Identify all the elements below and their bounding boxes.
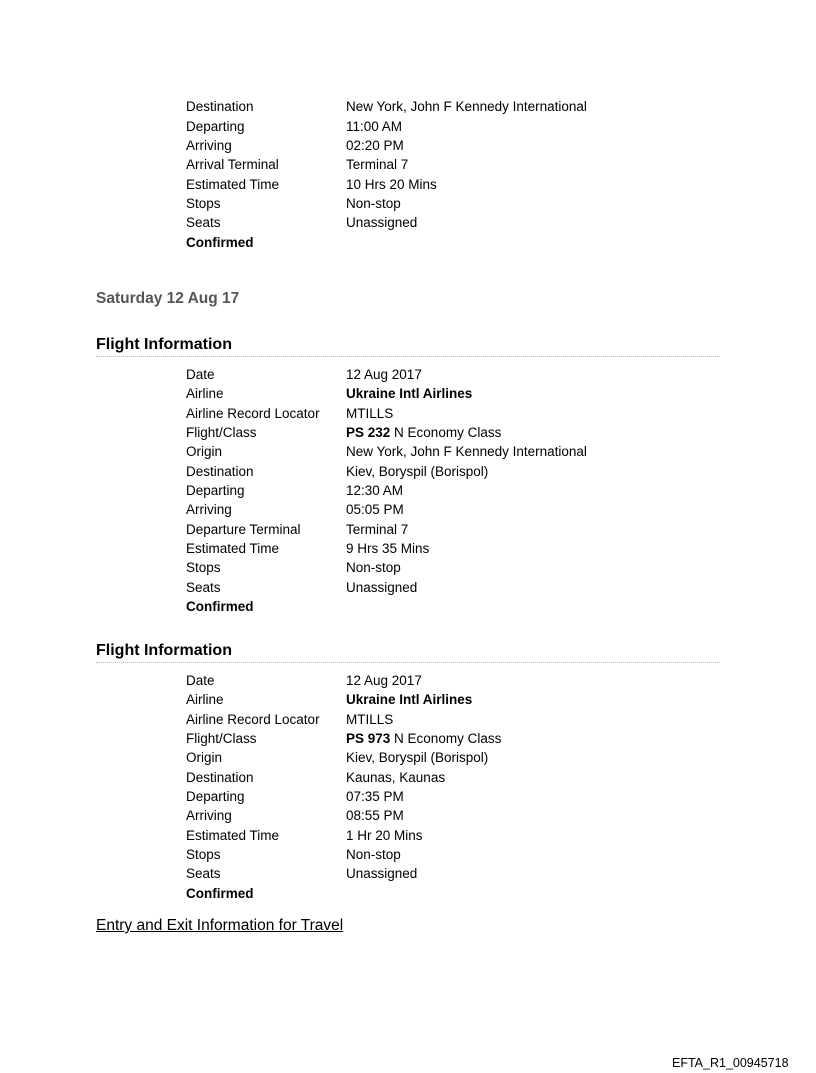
flight-number: PS 973 [346, 731, 391, 746]
detail-label: Flight/Class [186, 425, 257, 440]
detail-value: 07:35 PM [346, 789, 404, 804]
flight-class-value [346, 730, 501, 747]
detail-label: Stops [186, 196, 221, 211]
detail-label: Airline Record Locator [186, 712, 320, 727]
detail-value: 12:30 AM [346, 483, 404, 498]
detail-label: Stops [186, 560, 221, 575]
detail-value: 9 Hrs 35 Mins [346, 541, 430, 556]
flight-information-heading: Flight Information [96, 642, 720, 663]
detail-value: Kiev, Boryspil (Borispol) [346, 464, 489, 479]
detail-value: Kaunas, Kaunas [346, 770, 446, 785]
detail-value: Kiev, Boryspil (Borispol) [346, 750, 489, 765]
flight-number: PS 232 [346, 425, 391, 440]
detail-label: Departing [186, 483, 245, 498]
detail-label: Seats [186, 866, 221, 881]
detail-value: Terminal 7 [346, 157, 409, 172]
detail-value: Terminal 7 [346, 522, 409, 537]
detail-label: Seats [186, 215, 221, 230]
detail-label: Arriving [186, 502, 232, 517]
detail-value: 11:00 AM [346, 119, 403, 134]
entry-exit-info-link[interactable]: Entry and Exit Information for Travel [96, 917, 344, 934]
detail-value: Unassigned [346, 866, 418, 881]
detail-label: Airline [186, 386, 224, 401]
detail-label: Departure Terminal [186, 522, 301, 537]
cabin-class: N Economy Class [390, 731, 502, 746]
detail-label: Departing [186, 789, 245, 804]
detail-value: 12 Aug 2017 [346, 673, 422, 688]
detail-value: 1 Hr 20 Mins [346, 828, 423, 843]
document-id: EFTA_R1_00945718 [672, 1056, 789, 1070]
flight-class-value [346, 424, 501, 441]
detail-value: 08:55 PM [346, 808, 404, 823]
status-label: Confirmed [186, 886, 254, 901]
day-heading: Saturday 12 Aug 17 [96, 290, 240, 307]
detail-value: MTILLS [346, 406, 394, 421]
detail-label: Seats [186, 580, 221, 595]
detail-label: Departing [186, 119, 245, 134]
detail-value: New York, John F Kennedy International [346, 444, 587, 459]
detail-label: Origin [186, 444, 223, 459]
detail-value: 05:05 PM [346, 502, 404, 517]
detail-label: Date [186, 367, 215, 382]
detail-value: Non-stop [346, 847, 401, 862]
status-label: Confirmed [186, 235, 254, 250]
cabin-class: N Economy Class [390, 425, 502, 440]
detail-value: 02:20 PM [346, 138, 404, 153]
detail-label: Airline [186, 692, 224, 707]
detail-label: Arriving [186, 808, 232, 823]
detail-value: Non-stop [346, 560, 401, 575]
detail-label: Flight/Class [186, 731, 257, 746]
airline-name: Ukraine Intl Airlines [346, 692, 473, 707]
detail-label: Estimated Time [186, 828, 280, 843]
detail-label: Destination [186, 770, 254, 785]
airline-name: Ukraine Intl Airlines [346, 386, 473, 401]
detail-label: Arriving [186, 138, 232, 153]
detail-value: Non-stop [346, 196, 401, 211]
detail-value: 12 Aug 2017 [346, 367, 422, 382]
detail-label: Destination [186, 464, 254, 479]
detail-label: Stops [186, 847, 221, 862]
detail-label: Airline Record Locator [186, 406, 320, 421]
detail-value: Unassigned [346, 215, 418, 230]
flight-information-heading: Flight Information [96, 336, 720, 357]
detail-value: New York, John F Kennedy International [346, 99, 587, 114]
status-label: Confirmed [186, 599, 254, 614]
detail-label: Estimated Time [186, 541, 280, 556]
detail-label: Date [186, 673, 215, 688]
detail-value: 10 Hrs 20 Mins [346, 177, 437, 192]
detail-label: Estimated Time [186, 177, 280, 192]
detail-label: Origin [186, 750, 223, 765]
detail-value: Unassigned [346, 580, 418, 595]
detail-label: Arrival Terminal [186, 157, 279, 172]
detail-value: MTILLS [346, 712, 394, 727]
detail-label: Destination [186, 99, 254, 114]
